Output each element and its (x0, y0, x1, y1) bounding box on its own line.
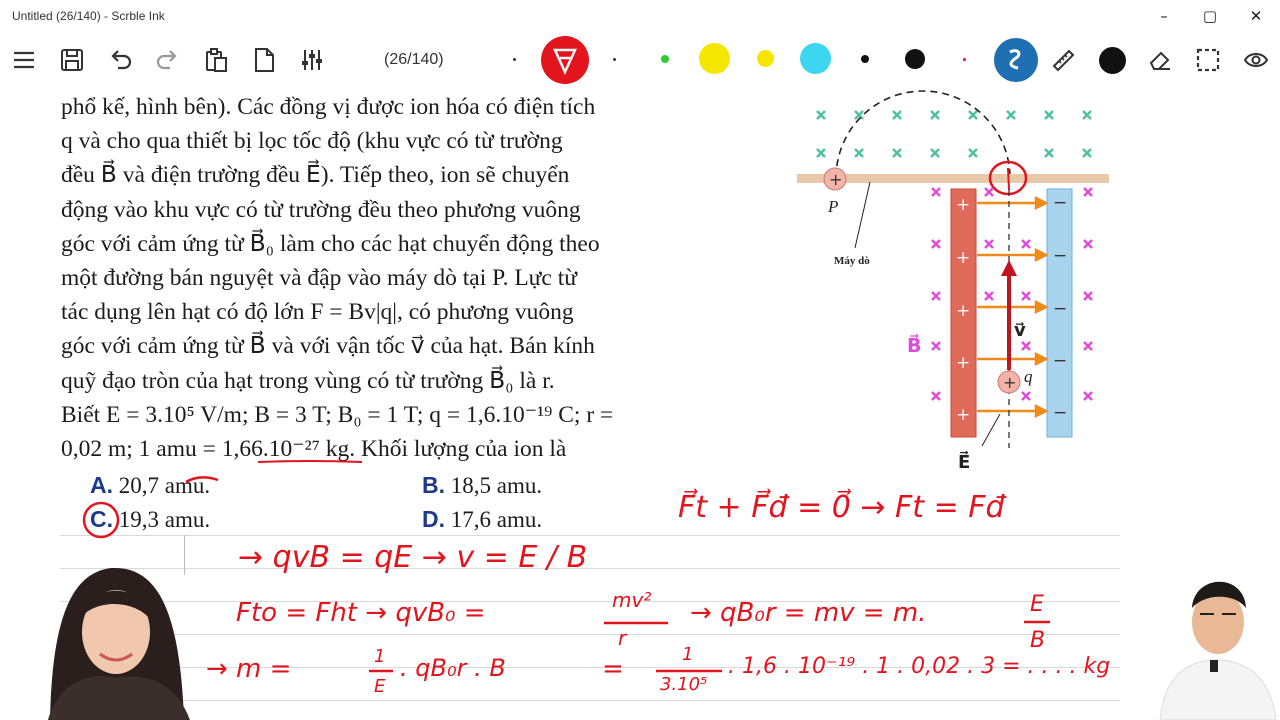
label-p: P (828, 197, 839, 216)
label-e-field: E⃗ (958, 452, 971, 472)
handwriting-line-3-cont: → qB₀r = mv = m. (690, 598, 927, 628)
label-q: q (1024, 367, 1033, 386)
handwriting-fraction-den: r (618, 626, 627, 650)
option-a: A. 20,7 amu. (90, 472, 211, 498)
black-small-swatch[interactable] (861, 55, 869, 63)
plate-minus-sign: − (1053, 246, 1068, 266)
save-icon[interactable] (54, 42, 90, 78)
plate-minus-sign: − (1053, 299, 1068, 319)
yellow-large-swatch[interactable] (699, 43, 730, 74)
question-line: phổ kế, hình bên). Các đồng vị được ion hóa có điện tích (61, 94, 596, 120)
presenter-webcam-left (30, 562, 210, 720)
handwriting-fraction-den: B (1030, 628, 1046, 653)
eraser-icon[interactable] (1142, 42, 1178, 78)
label-detector: Máy dò (834, 255, 870, 267)
black-large-swatch[interactable] (1099, 47, 1126, 74)
yellow-small-swatch[interactable] (757, 50, 774, 67)
settings-sliders-icon[interactable] (294, 42, 330, 78)
question-line: q và cho qua thiết bị lọc tốc độ (khu vực có từ trường (61, 128, 563, 155)
close-button[interactable]: ✕ (1249, 7, 1263, 25)
b0-field-crosses (817, 111, 1091, 157)
answer-circle (84, 503, 118, 537)
plate-plus-sign: + (956, 301, 971, 321)
handwriting-line-2: → qvB = qE → v = E / B (238, 540, 588, 575)
velocity-arrowhead (1001, 260, 1017, 276)
question-line: quỹ đạo tròn của hạt trong vùng có từ trường B⃗₀ là r. (61, 367, 555, 394)
question-line: 0,02 m; 1 amu = 1,66.10⁻²⁷ kg. Khối lượng của ion là (61, 435, 567, 462)
menu-icon[interactable] (6, 42, 42, 78)
handwriting-line-1: F⃗t + F⃗đ = 0⃗ → Ft = Fđ (678, 490, 1005, 525)
paste-icon[interactable] (198, 42, 234, 78)
detector-pointer (855, 182, 870, 248)
question-line: góc với cảm ứng từ B⃗₀ làm cho các hạt chuyển động theo (61, 230, 600, 257)
toolbar (0, 32, 1280, 88)
plate-plus-sign: + (956, 248, 971, 268)
option-c: C. 19,3 amu. (90, 506, 211, 532)
ion-path (836, 91, 1010, 178)
label-v: v⃗ (1014, 320, 1026, 340)
view-icon[interactable] (1238, 42, 1274, 78)
pen-size-tiny[interactable] (513, 58, 516, 61)
cyan-color-swatch[interactable] (800, 43, 831, 74)
handwriting-fraction-num: mv² (612, 588, 652, 612)
handwriting-line-4: → m = (206, 654, 292, 684)
handwriting-fraction-num: 1 (682, 644, 694, 665)
green-color-swatch[interactable] (661, 55, 669, 63)
handwriting-fraction-num: E (1030, 592, 1044, 617)
strike-annotation (186, 477, 218, 482)
new-page-icon[interactable] (246, 42, 282, 78)
handwriting-fraction-den: 3.10⁵ (660, 674, 708, 695)
plate-minus-sign: − (1053, 403, 1068, 423)
notebook-page[interactable] (0, 88, 1280, 720)
plate-plus-sign: + (956, 405, 971, 425)
question-line: đều B⃗ và điện trường đều E⃗). Tiếp theo, ion sẽ chuyển (61, 162, 570, 189)
particle-plus-sign: + (1003, 373, 1017, 392)
handwriting-fraction-den: E (374, 676, 386, 697)
handwriting-line-3: Fto = Fht → qvB₀ = (236, 598, 486, 628)
option-d: D. 17,6 amu. (422, 506, 543, 532)
question-line: tác dụng lên hạt có độ lớn F = Bv|q|, có phương vuông (61, 299, 574, 326)
pen-size-small[interactable] (613, 58, 616, 61)
e-pointer (982, 414, 1000, 446)
page-counter[interactable]: (26/140) (384, 51, 444, 68)
question-line: Biết E = 3.10⁵ V/m; B = 3 T; B₀ = 1 T; q = 1,6.10⁻¹⁹ C; r = (61, 401, 614, 428)
question-line: góc với cảm ứng từ B⃗ và với vận tốc v⃗ của hạt. Bán kính (61, 333, 595, 360)
plate-minus-sign: − (1053, 193, 1068, 213)
pen-icon[interactable] (994, 38, 1038, 82)
underline-annotation (258, 461, 362, 462)
select-icon[interactable] (1190, 42, 1226, 78)
maximize-button[interactable]: ▢ (1202, 7, 1218, 25)
redo-icon[interactable] (150, 42, 186, 78)
label-b-field: B⃗ (907, 336, 922, 357)
ruler-icon[interactable] (1045, 42, 1081, 78)
question-line: một đường bán nguyệt và đập vào máy dò tại P. Lực từ (61, 264, 577, 291)
slit-annotation-mark (1008, 168, 1009, 190)
handwriting-line-4-cont: . qB₀r . B (400, 654, 506, 682)
black-medium-swatch[interactable] (905, 49, 925, 69)
window-title: Untitled (26/140) - Scrble Ink (12, 9, 165, 23)
handwriting-fraction-num: 1 (374, 646, 386, 667)
plate-minus-sign: − (1053, 351, 1068, 371)
question-line: động vào khu vực có từ trường đều theo phương vuông (61, 196, 581, 223)
active-pen-icon[interactable] (541, 36, 589, 84)
handwriting-line-4-end: . 1,6 . 10⁻¹⁹ . 1 . 0,02 . 3 = . . . . kg (728, 654, 1111, 679)
presenter-webcam-right (1140, 564, 1280, 720)
plate-plus-sign: + (956, 353, 971, 373)
option-b: B. 18,5 amu. (422, 472, 543, 498)
undo-icon[interactable] (102, 42, 138, 78)
handwriting-equals: = (602, 654, 624, 684)
title-bar (0, 0, 1280, 32)
red-tiny-swatch[interactable] (963, 58, 966, 61)
plate-plus-sign: + (956, 195, 971, 215)
particle-plus-sign: + (829, 170, 843, 189)
minimize-button[interactable]: – (1160, 7, 1168, 25)
